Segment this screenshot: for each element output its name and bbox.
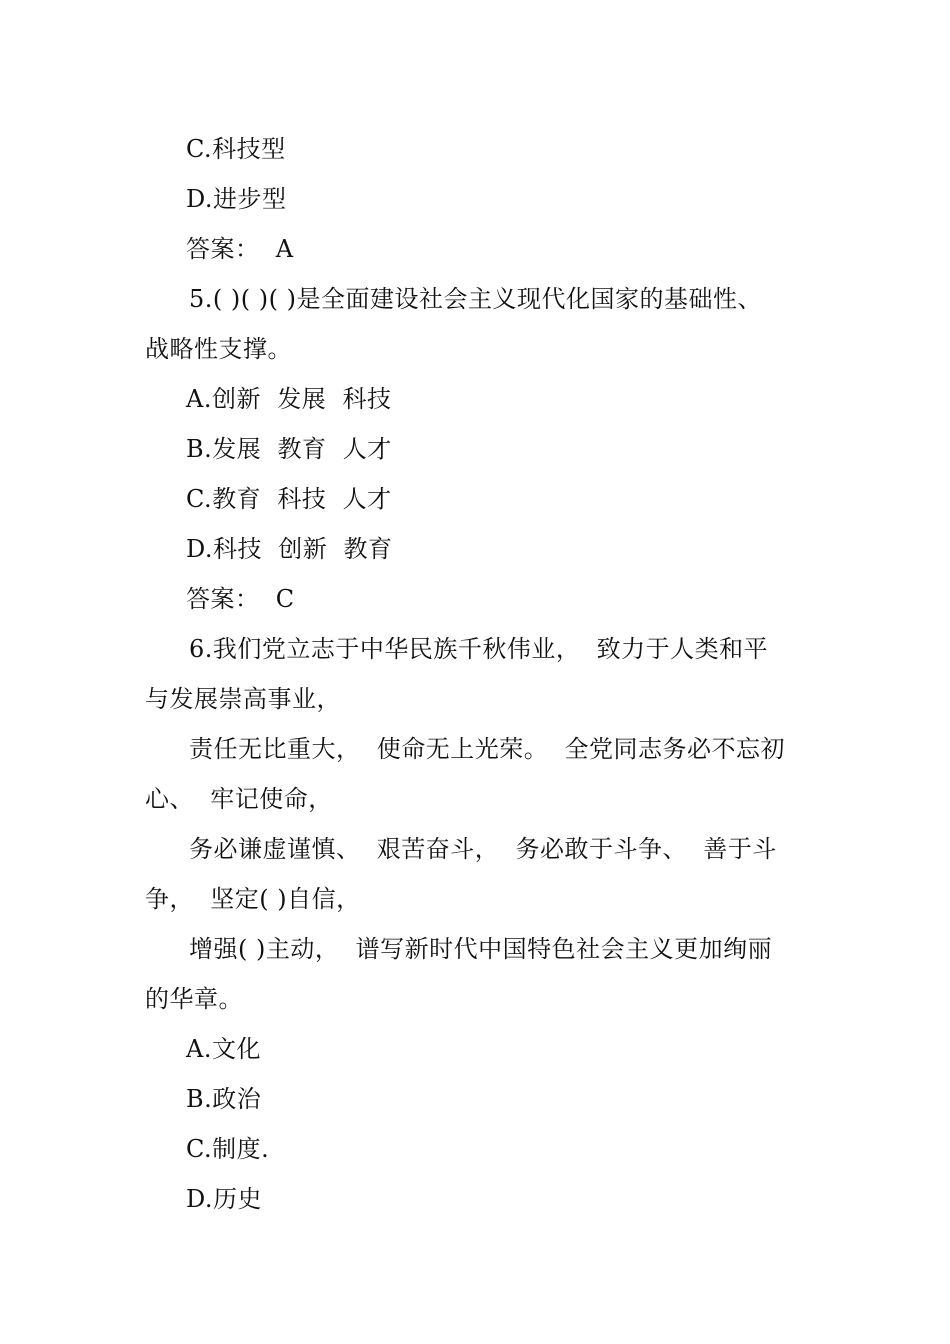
option-a-q6: A.文化: [186, 1035, 261, 1063]
question-5-line2: 战略性支撑。: [145, 335, 292, 363]
question-6-line6: 争， 坚定( )自信，: [145, 885, 361, 913]
option-a-q5: A.创新 发展 科技: [186, 385, 392, 413]
question-6-line5: 务必谦虚谨慎、 艰苦奋斗， 务必敢于斗争、 善于斗: [189, 835, 777, 863]
question-6-line1: 6.我们党立志于中华民族千秋伟业， 致力于人类和平: [189, 635, 769, 663]
question-6-line4: 心、 牢记使命，: [145, 785, 333, 813]
question-6-line8: 的华章。: [145, 985, 243, 1013]
option-d-q5: D.科技 创新 教育: [186, 535, 393, 563]
option-d-q6: D.历史: [186, 1185, 263, 1213]
option-d-q4: D.进步型: [186, 185, 287, 213]
option-c-q6: C.制度.: [186, 1135, 270, 1163]
answer-q5: 答案： C: [186, 585, 295, 613]
question-6-line7: 增强( )主动， 谱写新时代中国特色社会主义更加绚丽: [189, 935, 773, 963]
question-6-line2: 与发展崇高事业，: [145, 685, 341, 713]
option-b-q5: B.发展 教育 人才: [186, 435, 392, 463]
option-b-q6: B.政治: [186, 1085, 262, 1113]
question-5-line1: 5.( )( )( )是全面建设社会主义现代化国家的基础性、: [189, 285, 762, 313]
question-6-line3: 责任无比重大， 使命无上光荣。 全党同志务必不忘初: [189, 735, 786, 763]
answer-q4: 答案： A: [186, 235, 294, 263]
option-c-q4: C.科技型: [186, 135, 286, 163]
option-c-q5: C.教育 科技 人才: [186, 485, 392, 513]
